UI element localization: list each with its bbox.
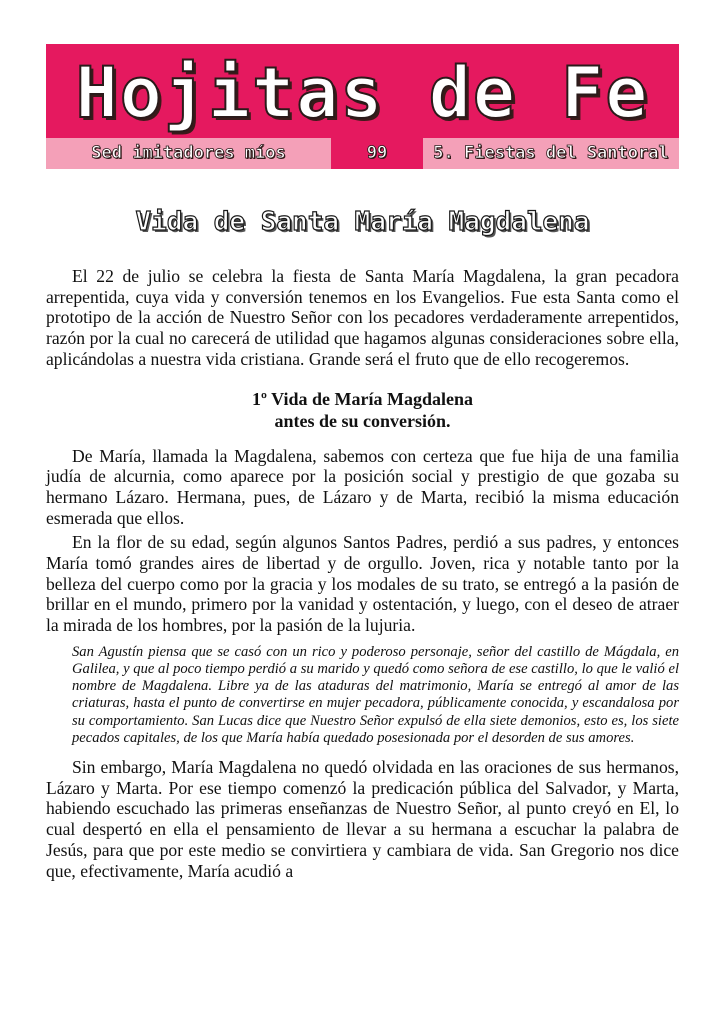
masthead-subtitle-band	[46, 138, 679, 169]
article-title: Vida de Santa María Magdalena	[135, 207, 590, 237]
masthead	[46, 44, 679, 169]
paragraph: De María, llamada la Magdalena, sabemos con certeza que fue hija de una familia judía de alcurnia, como aparece por la posición social y prestigio de que gozaba su hermano Lázaro. Hermana, pues, de Lázaro y de Marta, recibió la misma educación esmerada que ellos.	[46, 445, 679, 528]
subtitle-left-cell	[46, 138, 331, 169]
issue-number: 99	[366, 143, 388, 163]
section-heading	[46, 388, 679, 432]
section-heading-line-1: 1º Vida de María Magdalena	[252, 388, 473, 409]
paragraph: Sin embargo, María Magdalena no quedó olvidada en las oraciones de sus hermanos, Lázaro y Marta. Por ese tiempo comenzó la predicación pública del Salvador, y Marta, habiendo escuchado las primeras enseñanzas de Nuestro Señor, al punto creyó en El, lo cual despertó en ella el pensamiento de llevar a su hermana a escuchar la palabra de Jesús, para que por este medio se convirtiera y cambiara de vida. San Gregorio nos dice que, efectivamente, María acudió a	[46, 757, 679, 881]
intro-paragraph: El 22 de julio se celebra la fiesta de Santa María Magdalena, la gran pecadora arrepentida, cuya vida y conversión tenemos en los Evangelios. Fue esta Santa como el prototipo de la acción de Nuestro Señor con los pecadores verdaderamente arrepentidos, razón por la cual no carecerá de utilidad que hagamos algunas consideraciones sobre ella, aplicándolas a nuestra vida cristiana. Grande será el fruto que de ello recogeremos.	[46, 266, 679, 369]
subtitle-series: 5. Fiestas del Santoral	[433, 143, 669, 163]
masthead-title: Hojitas de Fe	[75, 52, 650, 134]
paragraph: En la flor de su edad, según algunos Santos Padres, perdió a sus padres, y entonces María tomó grandes aires de libertad y de orgullo. Joven, rica y notable tanto por la belleza del cuerpo como por la gracia y los modales de su trato, se entregó a la pasión de brillar en el mundo, primero por la vanidad y ostentación, y luego, con el deseo de atraer la mirada de los hombres, por la pasión de la lujuria.	[46, 532, 679, 636]
article-body	[46, 266, 679, 881]
subtitle-motto: Sed imitadores míos	[91, 143, 286, 163]
subtitle-right-cell	[423, 138, 679, 169]
section-heading-line-2: antes de su conversión.	[274, 410, 451, 431]
quote-block: San Agustín piensa que se casó con un rico y poderoso personaje, señor del castillo de Mágdala, en Galilea, y que al poco tiempo perdió a su marido y quedó como señora de ese castillo, lo que le valió el nombre de Magdalena. Libre ya de las ataduras del matrimonio, María se entregó al amor de las criaturas, hasta el punto de convertirse en mujer pecadora, públicamente conocida, y escandalosa por su comportamiento. San Lucas dice que Nuestro Señor expulsó de ella siete demonios, esto es, los siete pecados capitales, de los que María había quedado posesionada por el desorden de sus amores.	[72, 643, 679, 746]
masthead-title-band	[46, 44, 679, 138]
issue-number-cell	[331, 138, 423, 169]
